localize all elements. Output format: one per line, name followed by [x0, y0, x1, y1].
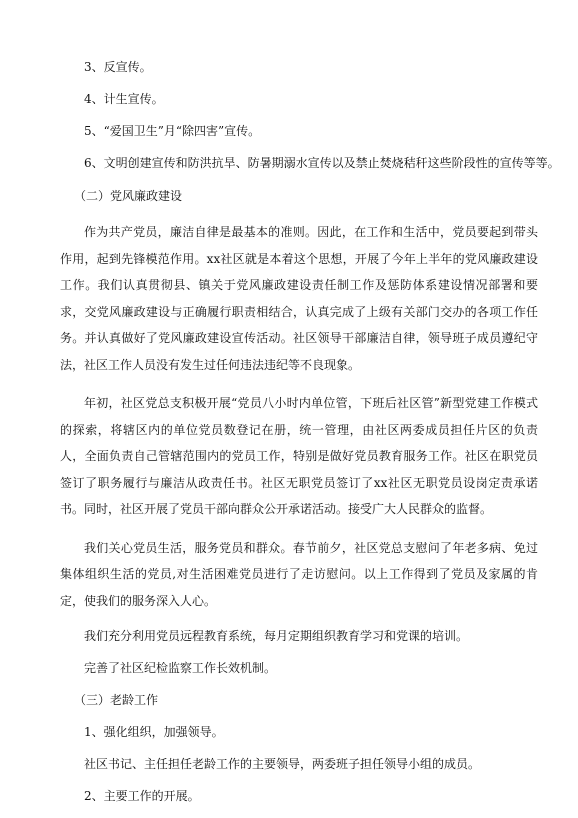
section-heading: （三）老龄工作 — [74, 693, 159, 707]
list-item: 2、主要工作的开展。 — [84, 789, 200, 803]
paragraph: 我们关心党员生活，服务党员和群众。春节前夕，社区党总支慰问了年老多病、免过集体组织生活的党员,对生活困难党员进行了走访慰问。以上工作得到了党员及家属的肯定，使我们的服务深入人心。 — [60, 540, 538, 608]
list-item: 4、计生宣传。 — [84, 92, 164, 106]
list-item: 1、强化组织，加强领导。 — [84, 725, 224, 739]
list-item: 6、文明创建宣传和防洪抗旱、防暑期溺水宣传以及禁止焚烧秸秆这些阶段性的宣传等等。 — [84, 156, 560, 170]
section-heading: （二）党风廉政建设 — [74, 189, 183, 203]
paragraph: 年初，社区党总支积极开展“党员八小时内单位管，下班后社区管”新型党建工作模式的探索，将辖区内的单位党员数登记在册，统一管理，由社区两委成员担任片区的负责人，全面负责自己管辖范围内的党员工作，特别是做好党员教育服务工作。社区在职党员签订了职务履行与廉洁从政责任书。社区无职党员签订了xx社区无职党员设岗定责承诺书。同时，社区开展了党员干部向群众公开承诺活动。接受广大人民群众的监督。 — [60, 396, 538, 516]
paragraph: 完善了社区纪检监察工作长效机制。 — [84, 661, 277, 675]
paragraph: 社区书记、主任担任老龄工作的主要领导，两委班子担任领导小组的成员。 — [84, 757, 481, 771]
list-item: 3、反宣传。 — [84, 60, 152, 74]
list-item: 5、“爱国卫生”月“除四害”宣传。 — [84, 124, 261, 138]
paragraph: 作为共产党员，廉洁自律是最基本的准则。因此，在工作和生活中，党员要起到带头作用，起到先锋模范作用。xx社区就是本着这个思想，开展了今年上半年的党风廉政建设工作。我们认真贯彻县、镇关于党风廉政建设责任制工作及惩防体系建设情况部署和要求，交党风廉政建设与正确履行职责相结合，认真完成了上级有关部门交办的各项工作任务。并认真做好了党风廉政建设宣传活动。社区领导干部廉洁自律，领导班子成员遵纪守法，社区工作人员没有发生过任何违法违纪等不良现象。 — [60, 225, 538, 372]
paragraph: 我们充分利用党员远程教育系统，每月定期组织教育学习和党课的培训。 — [84, 629, 469, 643]
